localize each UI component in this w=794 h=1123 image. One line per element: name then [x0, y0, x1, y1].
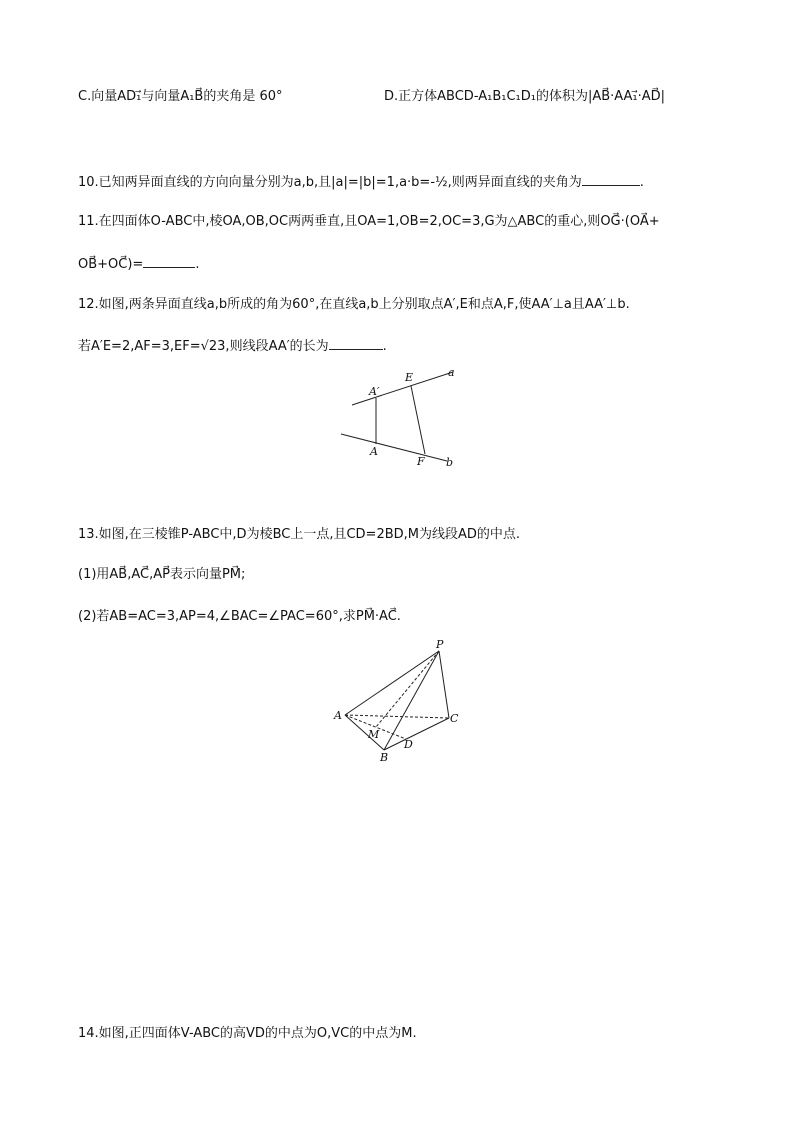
answer-blank [582, 172, 640, 186]
label-p: P [436, 638, 444, 651]
answer-blank [329, 336, 383, 350]
figure-tetrahedron [330, 638, 465, 767]
label-line-a: a [448, 366, 455, 379]
label-line-b: b [446, 456, 454, 469]
label-d: D [404, 738, 413, 751]
figure-skew-lines [335, 362, 465, 476]
label-f: F [417, 455, 425, 468]
question-12-line1: 12.如图,两条异面直线a,b所成的角为60°,在直线a,b上分别取点A′,E和点A,F,使AA′⊥a且AA′⊥b. [78, 297, 630, 312]
answer-blank [143, 254, 195, 268]
q9-option-c: C.向量AD₁⃗与向量A₁B⃗的夹角是 60° [78, 89, 283, 104]
question-10: 10.已知两异面直线的方向向量分别为a,b,且|a|=|b|=1,a·b=-½,则两异面直线的夹角为 . [78, 172, 644, 192]
label-a: A [334, 709, 342, 722]
question-13-part2: (2)若AB=AC=3,AP=4,∠BAC=∠PAC=60°,求PM⃗·AC⃗. [78, 609, 401, 624]
question-12-line2: 若A′E=2,AF=3,EF=√23,则线段AA′的长为 . [78, 336, 387, 356]
label-m: M [368, 728, 380, 741]
label-b: B [380, 751, 389, 763]
question-13-part1: (1)用AB⃗,AC⃗,AP⃗表示向量PM⃗; [78, 567, 246, 582]
label-c: C [450, 712, 459, 725]
question-11-line2: OB⃗+OC⃗)= . [78, 254, 199, 274]
question-13-stem: 13.如图,在三棱锥P-ABC中,D为棱BC上一点,且CD=2BD,M为线段AD的中点. [78, 527, 521, 542]
label-a: A [370, 445, 378, 458]
q9-option-d: D.正方体ABCD-A₁B₁C₁D₁的体积为|AB⃗·AA₁⃗·AD⃗| [384, 89, 666, 104]
question-14-stem: 14.如图,正四面体V-ABC的高VD的中点为O,VC的中点为M. [78, 1026, 417, 1041]
label-e: E [405, 371, 414, 384]
question-11-line1: 11.在四面体O-ABC中,棱OA,OB,OC两两垂直,且OA=1,OB=2,OC=3,G为△ABC的重心,则OG⃗·(OA⃗+ [78, 214, 660, 229]
label-a-prime: A′ [369, 385, 380, 398]
